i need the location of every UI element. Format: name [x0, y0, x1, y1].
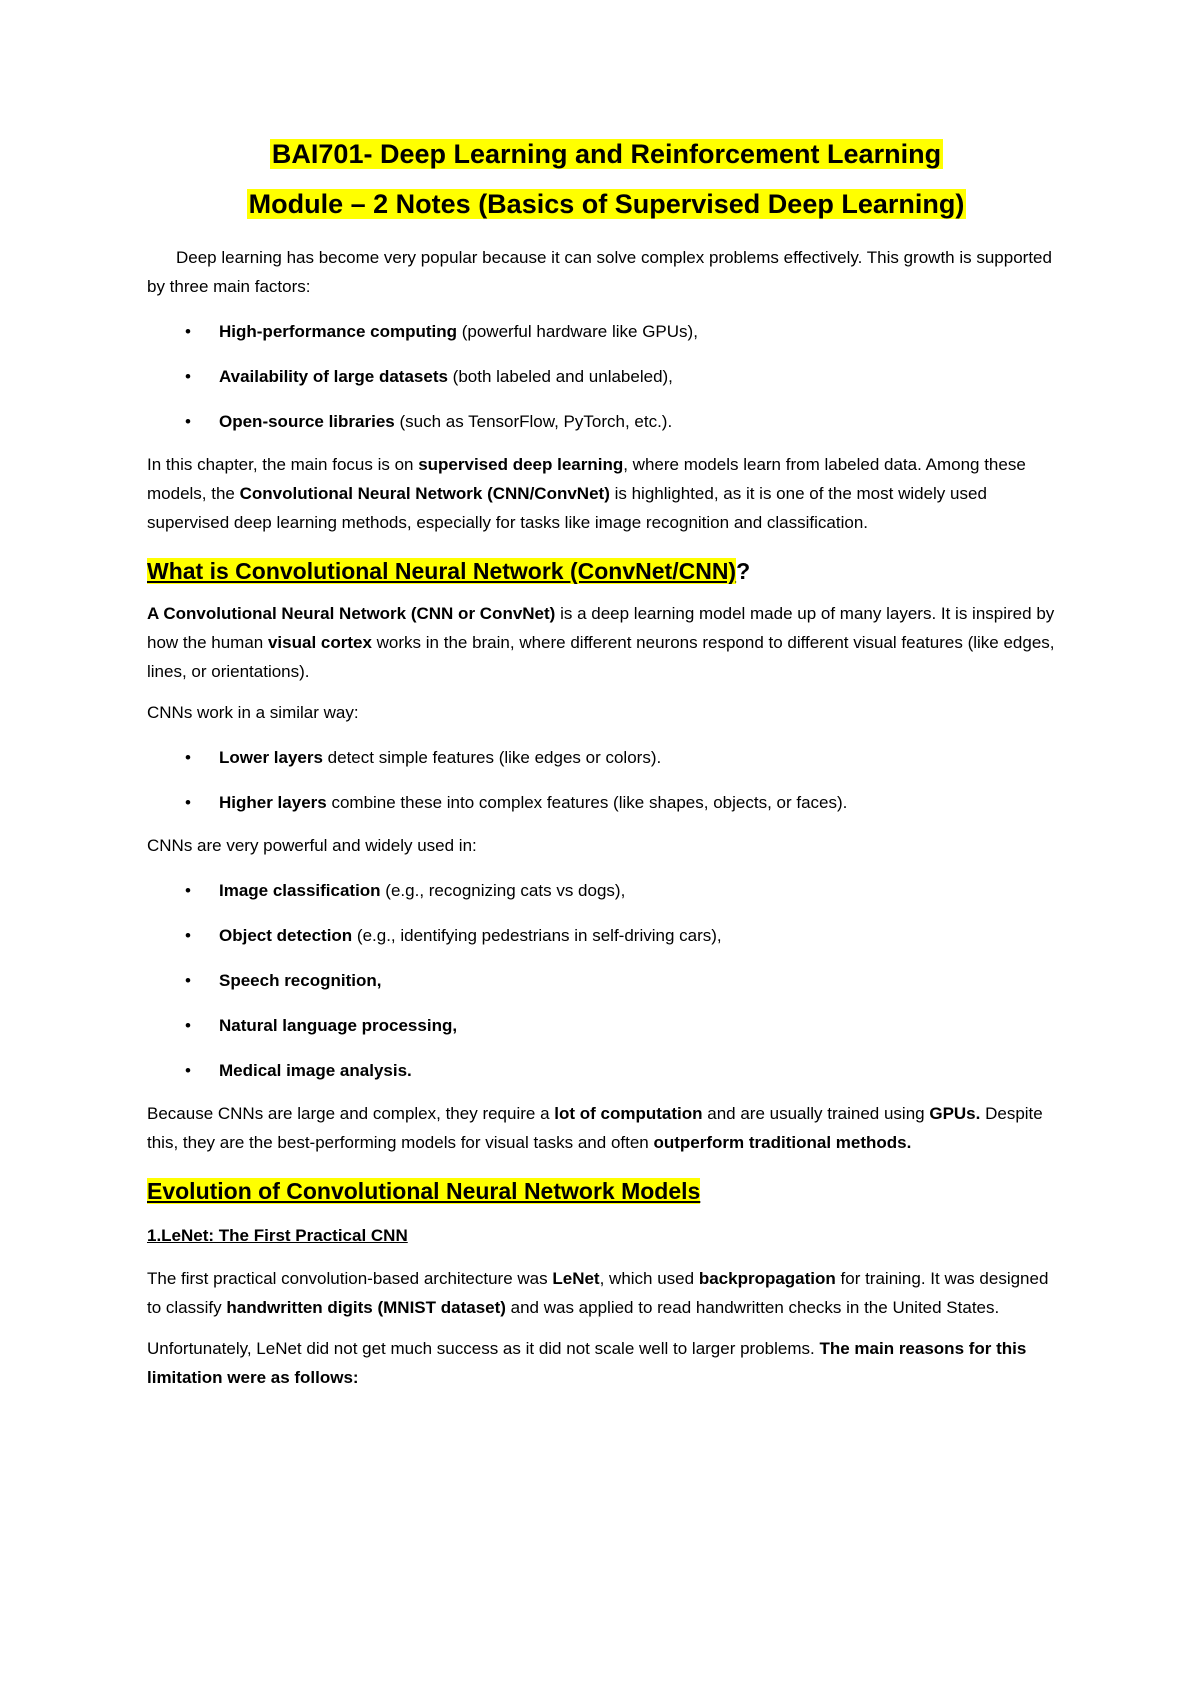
- document-title-text: BAI701- Deep Learning and Reinforcement Learning: [271, 139, 942, 169]
- list-item: • Open-source libraries (such as TensorFlow, PyTorch, etc.).: [147, 407, 1066, 436]
- layers-list: [147, 743, 1066, 817]
- document-title: [147, 138, 1066, 170]
- intro-paragraph: Deep learning has become very popular because it can solve complex problems effectively. This growth is supported by three main factors:: [147, 247, 1052, 296]
- lenet-paragraph: The first practical convolution-based architecture was LeNet, which used backpropagation for training. It was designed to classify handwritten digits (MNIST dataset) and was applied to read handwritten checks in the United States.: [147, 1268, 1049, 1317]
- list-item: • Higher layers combine these into complex features (like shapes, objects, or faces).: [147, 788, 1066, 817]
- list-item: • Medical image analysis.: [147, 1056, 1066, 1085]
- similar-way-paragraph: CNNs work in a similar way:: [147, 702, 359, 722]
- focus-paragraph: In this chapter, the main focus is on supervised deep learning, where models learn from labeled data. Among these models, the Convolutional Neural Network (CNN/ConvNet) is highlighted, as it is one of the most widely used supervised deep learning methods, especially for tasks like image recognition and classification.: [147, 454, 1026, 532]
- list-item: • Natural language processing,: [147, 1011, 1066, 1040]
- section-heading-cnn-text: What is Convolutional Neural Network (ConvNet/CNN): [147, 557, 737, 584]
- computation-paragraph: Because CNNs are large and complex, they require a lot of computation and are usually trained using GPUs. Despite this, they are the best-performing models for visual tasks and often outperform traditional methods.: [147, 1103, 1043, 1152]
- section-heading-cnn: What is Convolutional Neural Network (ConvNet/CNN)?: [147, 557, 751, 584]
- list-item: • Availability of large datasets (both labeled and unlabeled),: [147, 362, 1066, 391]
- section-heading-evolution: [147, 1177, 1066, 1207]
- section-heading-evolution-text: Evolution of Convolutional Neural Network Models: [147, 1177, 701, 1204]
- lenet-limitation-paragraph: Unfortunately, LeNet did not get much success as it did not scale well to larger problems. The main reasons for this limitation were as follows:: [147, 1338, 1027, 1387]
- lenet-sub-heading: 1.LeNet: The First Practical CNN: [147, 1225, 408, 1245]
- list-item: • Image classification (e.g., recognizing cats vs dogs),: [147, 876, 1066, 905]
- list-item: • Object detection (e.g., identifying pedestrians in self-driving cars),: [147, 921, 1066, 950]
- module-title: [147, 188, 1066, 220]
- module-title-text: Module – 2 Notes (Basics of Supervised Deep Learning): [248, 189, 965, 220]
- factors-list: [147, 317, 1066, 436]
- uses-intro-paragraph: CNNs are very powerful and widely used in:: [147, 835, 477, 855]
- list-item: • High-performance computing (powerful hardware like GPUs),: [147, 317, 1066, 346]
- list-item: • Lower layers detect simple features (like edges or colors).: [147, 743, 1066, 772]
- list-item: • Speech recognition,: [147, 966, 1066, 995]
- uses-list: [147, 876, 1066, 1085]
- cnn-definition-paragraph: A Convolutional Neural Network (CNN or ConvNet) is a deep learning model made up of many layers. It is inspired by how the human visual cortex works in the brain, where different neurons respond to different visual features (like edges, lines, or orientations).: [147, 603, 1055, 681]
